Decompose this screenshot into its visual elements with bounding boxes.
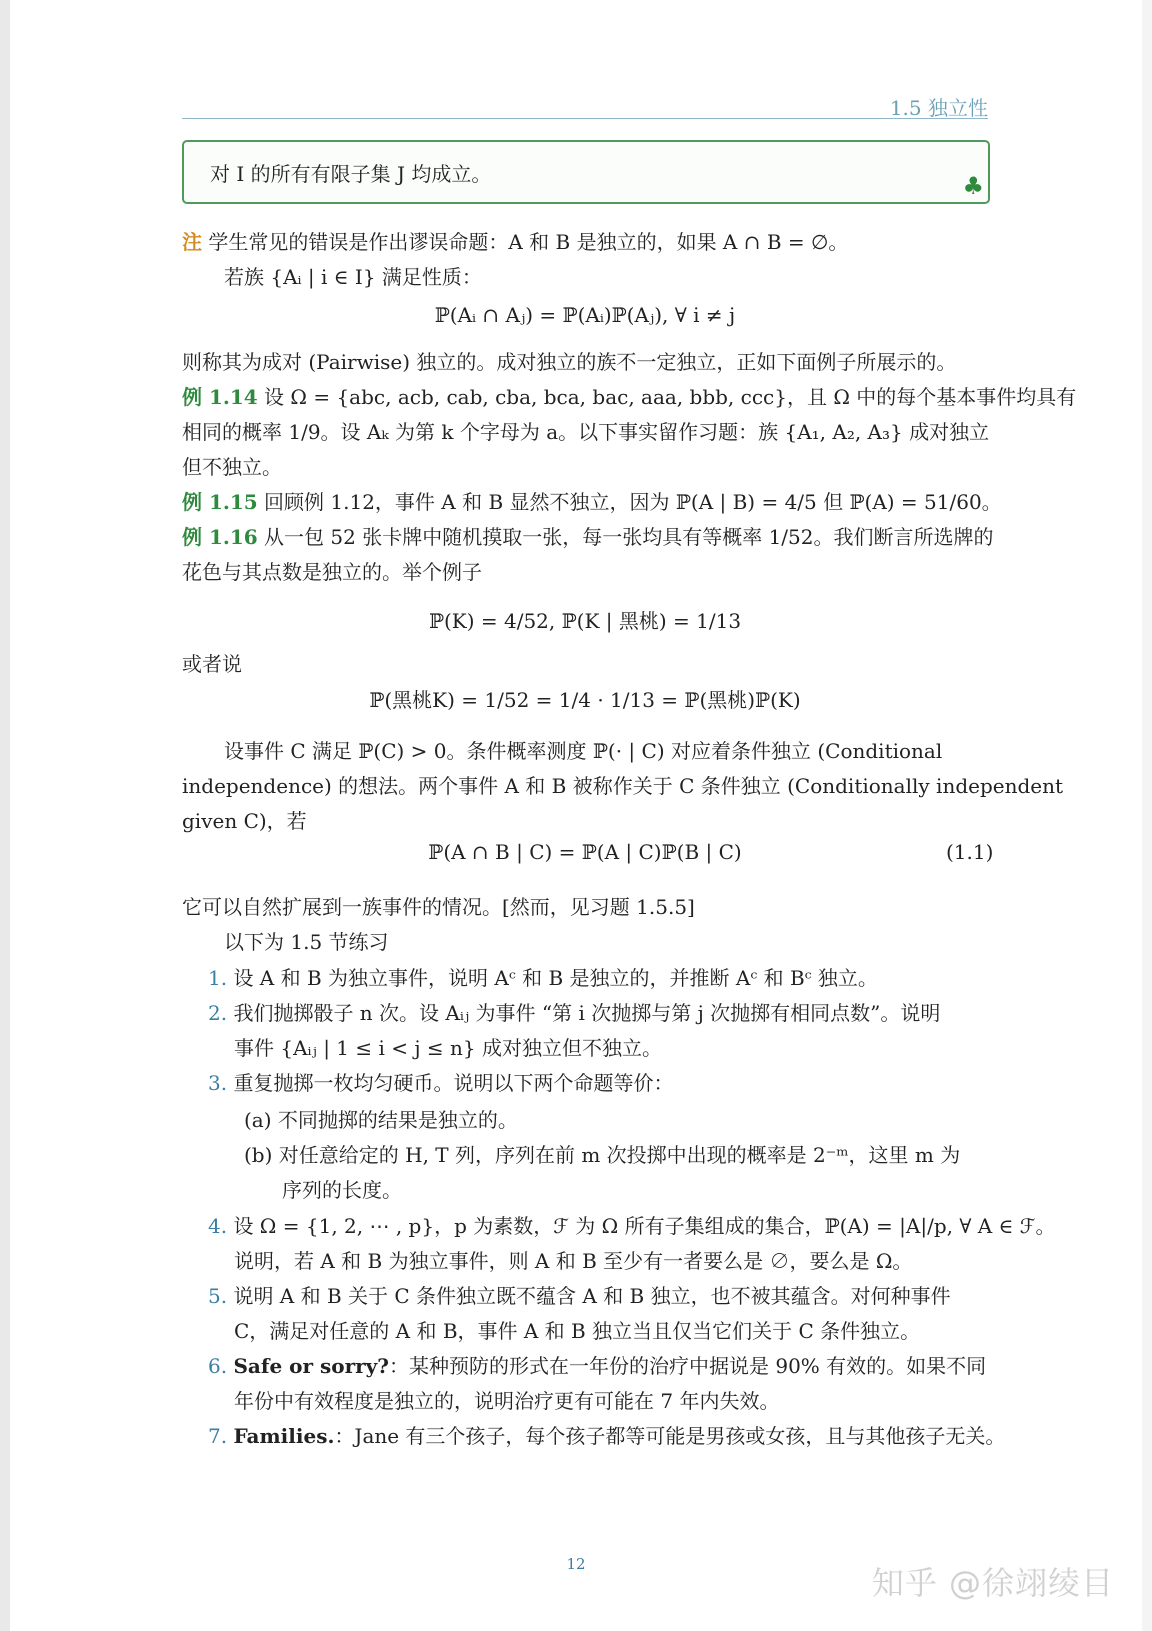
extend-text: 它可以自然扩展到一族事件的情况。[然而，见习题 1.5.5] [182, 895, 695, 919]
exercise-3b: (b) 对任意给定的 H, T 列，序列在前 m 次投掷中出现的概率是 2⁻ᵐ，这里 m 为 [244, 1143, 961, 1167]
exercise-7 [208, 1420, 1005, 1449]
equation-cards: ℙ(K) = 4/52, ℙ(K | 黑桃) = 1/13 [428, 609, 742, 633]
page-edge [0, 0, 10, 1631]
exercises-intro: 以下为 1.5 节练习 [224, 930, 389, 954]
header-title: 1.5 独立性 [889, 96, 988, 120]
exercise-number: 5. [208, 1284, 228, 1308]
cond-indep-line3: given C)，若 [182, 809, 307, 833]
example-1-16-label: 例 1.16 [182, 525, 258, 549]
cond-indep-line1: 设事件 C 满足 ℙ(C) > 0。条件概率测度 ℙ(· | C) 对应着条件独立 (Conditional [224, 739, 943, 763]
para2: 则称其为成对 (Pairwise) 独立的。成对独立的族不一定独立，正如下面例子所展示的。 [182, 350, 957, 374]
note-line [182, 226, 848, 255]
page-number: 12 [566, 1555, 586, 1573]
example-1-16-text1: 从一包 52 张卡牌中随机摸取一张，每一张均具有等概率 1/52。我们断言所选牌的 [264, 525, 994, 549]
exercise-text: 我们抛掷骰子 n 次。设 Aᵢⱼ 为事件 “第 i 次抛掷与第 j 次抛掷有相同点数”。说明 [233, 1001, 941, 1025]
equation-number: (1.1) [946, 840, 994, 864]
exercise-number: 3. [208, 1071, 228, 1095]
exercise-number: 2. [208, 1001, 228, 1025]
example-1-15-text: 回顾例 1.12，事件 A 和 B 显然不独立，因为 ℙ(A | B) = 4/5 但 ℙ(A) = 51/60。 [264, 490, 1002, 514]
exercise-5-cont: C，满足对任意的 A 和 B，事件 A 和 B 独立当且仅当它们关于 C 条件独立。 [234, 1319, 921, 1343]
exercise-3a: (a) 不同抛掷的结果是独立的。 [244, 1108, 518, 1132]
exercise-text: 说明 A 和 B 关于 C 条件独立既不蕴含 A 和 B 独立，也不被其蕴含。对何种事件 [233, 1284, 951, 1308]
exercise-1 [208, 962, 878, 991]
exercise-number: 1. [208, 966, 228, 990]
exercise-text: 重复抛掷一枚均匀硬币。说明以下两个命题等价： [233, 1071, 674, 1095]
exercise-2-cont: 事件 {Aᵢⱼ | 1 ≤ i < j ≤ n} 成对独立但不独立。 [234, 1036, 662, 1060]
para1: 若族 {Aᵢ | i ∈ I} 满足性质： [224, 265, 482, 289]
equation-spade-king: ℙ(黑桃K) = 1/52 = 1/4 · 1/13 = ℙ(黑桃)ℙ(K) [369, 688, 801, 712]
exercise-text: ：某种预防的形式在一年份的治疗中据说是 90% 有效的。如果不同 [389, 1354, 987, 1378]
exercise-6-cont: 年份中有效程度是独立的，说明治疗更有可能在 7 年内失效。 [234, 1389, 780, 1413]
example-1-14-line2: 相同的概率 1/9。设 Aₖ 为第 k 个字母为 a。以下事实留作习题：族 {A₁, A₂, A₃} 成对独立 [182, 420, 990, 444]
exercise-7-title: Families. [233, 1424, 335, 1448]
exercise-number: 7. [208, 1424, 228, 1448]
note-label: 注 [182, 230, 202, 254]
example-1-14-text1: 设 Ω = {abc, acb, cab, cba, bca, bac, aaa, bbb, ccc}，且 Ω 中的每个基本事件均具有 [264, 385, 1077, 409]
exercise-3 [208, 1067, 673, 1096]
example-1-14-line3: 但不独立。 [182, 455, 282, 479]
example-1-16-line2: 花色与其点数是独立的。举个例子 [182, 560, 482, 584]
exercise-2 [208, 997, 940, 1026]
example-1-16-line1 [182, 521, 993, 550]
exercise-text: 设 A 和 B 为独立事件，说明 Aᶜ 和 B 是独立的，并推断 Aᶜ 和 Bᶜ 独立。 [233, 966, 878, 990]
theorem-box [182, 140, 990, 204]
exercise-number: 4. [208, 1214, 228, 1238]
exercise-6-title: Safe or sorry? [233, 1354, 389, 1378]
example-1-14-line1 [182, 381, 1076, 410]
or-say: 或者说 [182, 652, 242, 676]
theorem-tail-text: 对 I 的所有有限子集 J 均成立。 [210, 162, 492, 186]
exercise-5 [208, 1280, 951, 1309]
exercise-3b-cont: 序列的长度。 [282, 1178, 402, 1202]
cond-indep-line2: independence) 的想法。两个事件 A 和 B 被称作关于 C 条件独立 (Conditionally independent [182, 774, 1064, 798]
exercise-number: 6. [208, 1354, 228, 1378]
example-1-15 [182, 486, 1002, 515]
exercise-6 [208, 1350, 986, 1379]
example-1-14-label: 例 1.14 [182, 385, 258, 409]
equation-1-1: ℙ(A ∩ B | C) = ℙ(A | C)ℙ(B | C) [428, 840, 742, 864]
exercise-4 [208, 1210, 1055, 1239]
note-text: 学生常见的错误是作出谬误命题：A 和 B 是独立的，如果 A ∩ B = ∅。 [208, 230, 849, 254]
watermark: 知乎 @徐翊绫目 [871, 1564, 1114, 1602]
equation-pairwise: ℙ(Aᵢ ∩ Aⱼ) = ℙ(Aᵢ)ℙ(Aⱼ), ∀ i ≠ j [434, 303, 736, 327]
exercise-4-cont: 说明，若 A 和 B 为独立事件，则 A 和 B 至少有一者要么是 ∅，要么是 Ω。 [234, 1249, 913, 1273]
exercise-text: ：Jane 有三个孩子，每个孩子都等可能是男孩或女孩，且与其他孩子无关。 [334, 1424, 1006, 1448]
running-header [182, 88, 988, 119]
exercise-text: 设 Ω = {1, 2, ⋯ , p}，p 为素数，ℱ 为 Ω 所有子集组成的集合，ℙ(A) = |A|/p, ∀ A ∈ ℱ。 [233, 1214, 1056, 1238]
example-1-15-label: 例 1.15 [182, 490, 258, 514]
club-icon: ♣ [962, 172, 984, 200]
